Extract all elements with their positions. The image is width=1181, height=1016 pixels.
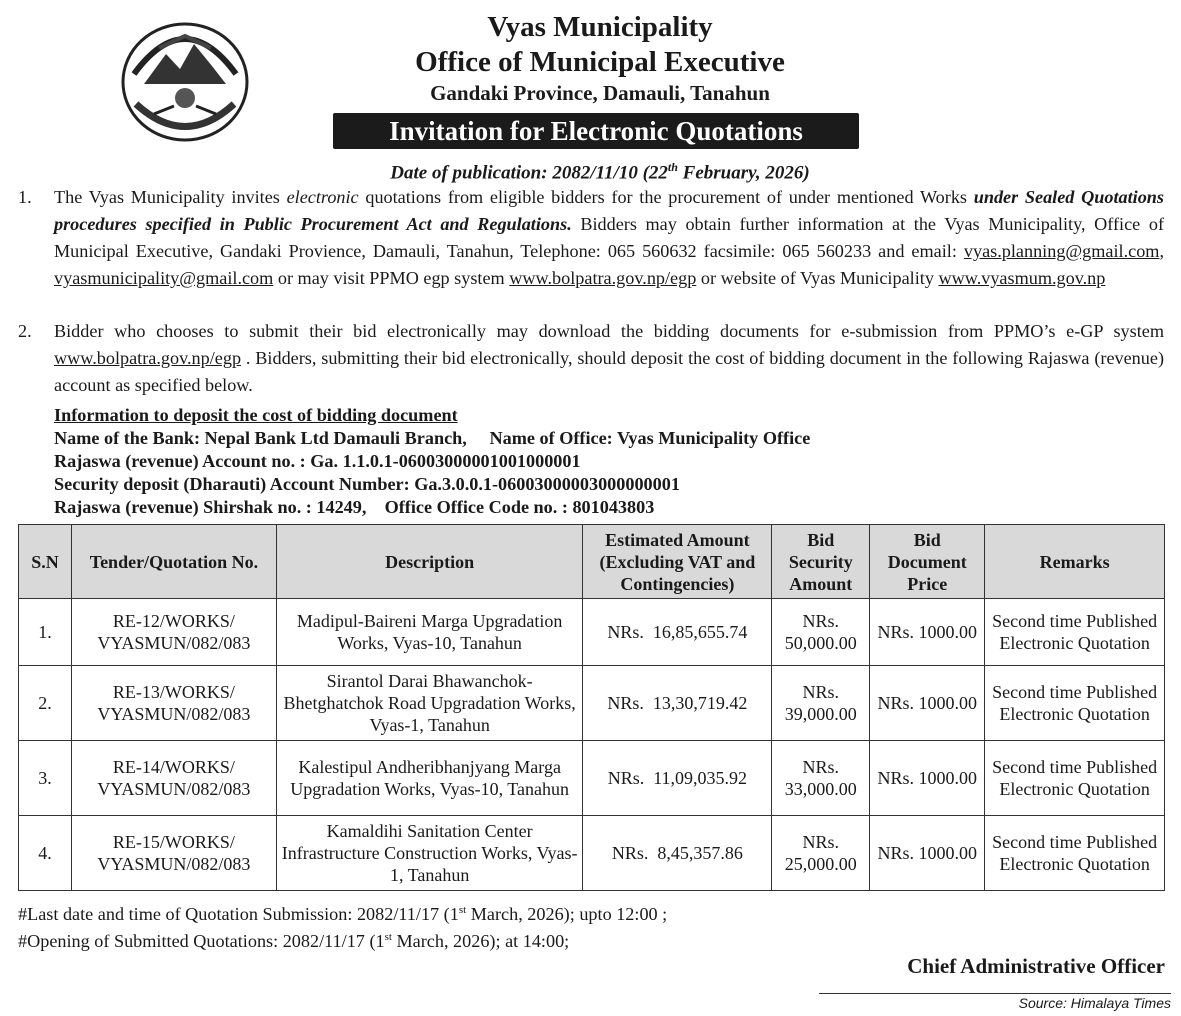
opening-date: #Opening of Submitted Quotations: 2082/11/17 (1st March, 2026); at 14:00; xyxy=(18,931,570,952)
tender-table xyxy=(18,524,1165,891)
egp-link[interactable]: www.bolpatra.gov.np/egp xyxy=(54,348,242,368)
security-cell: NRs. 33,000.00 xyxy=(772,741,870,816)
column-header: Remarks xyxy=(985,525,1165,599)
municipality-emblem xyxy=(114,14,256,146)
table-row xyxy=(19,666,1165,741)
website-link[interactable]: www.vyasmum.gov.np xyxy=(938,268,1106,288)
municipality-name: Vyas Municipality xyxy=(487,11,713,43)
price-cell: NRs. 1000.00 xyxy=(870,599,985,666)
clause-number: 1. xyxy=(18,187,32,207)
security-cell: NRs. 39,000.00 xyxy=(772,666,870,741)
security-cell: NRs. 50,000.00 xyxy=(772,599,870,666)
column-header: Description xyxy=(276,525,583,599)
tender-cell: RE-14/WORKS/ VYASMUN/082/083 xyxy=(71,741,276,816)
tender-cell: RE-12/WORKS/ VYASMUN/082/083 xyxy=(71,599,276,666)
sn-cell: 3. xyxy=(19,741,72,816)
description-cell: Kalestipul Andheribhanjyang Marga Upgradation Works, Vyas-10, Tanahun xyxy=(276,741,583,816)
office-name: Office of Municipal Executive xyxy=(415,46,785,78)
table-row xyxy=(19,599,1165,666)
table-row xyxy=(19,816,1165,891)
column-header: Tender/Quotation No. xyxy=(71,525,276,599)
submission-deadline: #Last date and time of Quotation Submission: 2082/11/17 (1st March, 2026); upto 12:00 ; xyxy=(18,904,668,925)
description-cell: Sirantol Darai Bhawanchok-Bhetghatchok Road Upgradation Works, Vyas-1, Tanahun xyxy=(276,666,583,741)
remarks-cell: Second time Published Electronic Quotation xyxy=(985,599,1165,666)
source-credit: Source: Himalaya Times xyxy=(819,993,1171,1012)
description-cell: Madipul-Baireni Marga Upgradation Works, Vyas-10, Tanahun xyxy=(276,599,583,666)
price-cell: NRs. 1000.00 xyxy=(870,666,985,741)
clause-1-text: The Vyas Municipality invites electronic quotations from eligible bidders for the procurement of under mentioned Works under Sealed Quotations procedures specified in Public Procurement Act and Regulations. Bidders may obtain further information at the Vyas Municipality, Office of Municipal Executive, Gandaki Provience, Damauli, Tanahun, Telephone: 065 560632 facsimile: 065 560233 and email: vyas.planning@gmail.com, vyasmunicipality@gmail.com or may visit PPMO egp system www.bolpatra.gov.np/egp or website of Vyas Municipality www.vyasmum.gov.np xyxy=(54,187,1165,288)
revenue-account-line: Rajaswa (revenue) Account no. : Ga. 1.1.0.1-06003000001001000001 xyxy=(54,451,581,471)
tender-cell: RE-13/WORKS/ VYASMUN/082/083 xyxy=(71,666,276,741)
amount-cell: NRs. 13,30,719.42 xyxy=(583,666,772,741)
table-row xyxy=(19,741,1165,816)
email-link[interactable]: vyasmunicipality@gmail.com xyxy=(54,268,274,288)
description-cell: Kamaldihi Sanitation Center Infrastructure Construction Works, Vyas-1, Tanahun xyxy=(276,816,583,891)
bank-info-line: Name of the Bank: Nepal Bank Ltd Damauli Branch, Name of Office: Vyas Municipality Office xyxy=(54,428,811,448)
sn-cell: 4. xyxy=(19,816,72,891)
remarks-cell: Second time Published Electronic Quotation xyxy=(985,666,1165,741)
notice-title-banner: Invitation for Electronic Quotations xyxy=(333,113,859,149)
tender-cell: RE-15/WORKS/ VYASMUN/082/083 xyxy=(71,816,276,891)
clause-2-text: Bidder who chooses to submit their bid electronically may download the bidding documents for e-submission from PPMO’s e-GP system www.bolpatra.gov.np/egp . Bidders, submitting their bid electronically, should deposit the cost of bidding document in the following Rajaswa (revenue) account as specified below. xyxy=(54,321,1164,395)
remarks-cell: Second time Published Electronic Quotation xyxy=(985,816,1165,891)
clause-number: 2. xyxy=(18,321,32,341)
deposit-info-heading: Information to deposit the cost of bidding document xyxy=(54,405,458,425)
egp-link[interactable]: www.bolpatra.gov.np/egp xyxy=(509,268,697,288)
amount-cell: NRs. 16,85,655.74 xyxy=(583,599,772,666)
price-cell: NRs. 1000.00 xyxy=(870,741,985,816)
sn-cell: 1. xyxy=(19,599,72,666)
sn-cell: 2. xyxy=(19,666,72,741)
amount-cell: NRs. 8,45,357.86 xyxy=(583,816,772,891)
security-cell: NRs. 25,000.00 xyxy=(772,816,870,891)
column-header: Estimated Amount (Excluding VAT and Contingencies) xyxy=(583,525,772,599)
signatory: Chief Administrative Officer xyxy=(907,954,1165,978)
column-header: Bid Document Price xyxy=(870,525,985,599)
publication-date: Date of publication: 2082/11/10 (22th February, 2026) xyxy=(390,160,810,184)
column-header: Bid Security Amount xyxy=(772,525,870,599)
price-cell: NRs. 1000.00 xyxy=(870,816,985,891)
column-header: S.N xyxy=(19,525,72,599)
amount-cell: NRs. 11,09,035.92 xyxy=(583,741,772,816)
remarks-cell: Second time Published Electronic Quotation xyxy=(985,741,1165,816)
table-header-row xyxy=(19,525,1165,599)
shirshak-line: Rajaswa (revenue) Shirshak no. : 14249, Office Office Code no. : 801043803 xyxy=(54,497,655,517)
email-link[interactable]: vyas.planning@gmail.com xyxy=(963,241,1160,261)
office-address: Gandaki Province, Damauli, Tanahun xyxy=(430,81,770,105)
security-account-line: Security deposit (Dharauti) Account Number: Ga.3.0.0.1-06003000003000000001 xyxy=(54,474,680,494)
